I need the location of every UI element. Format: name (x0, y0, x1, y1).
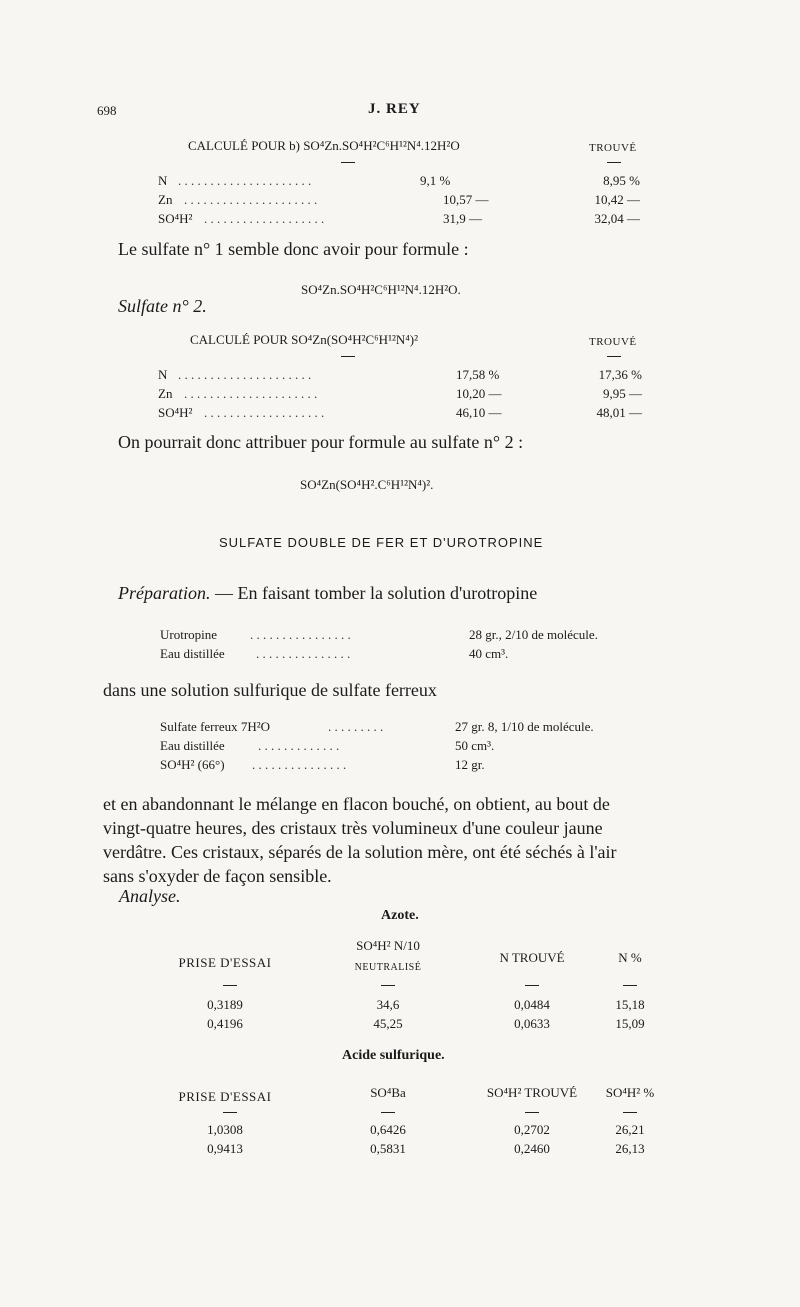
paragraph-line: vingt-quatre heures, des cristaux très volumineux d'une couleur jaune (103, 818, 603, 838)
item-label: Eau distillée (160, 646, 225, 661)
azote-header-sub: NEUTRALISÉ (354, 962, 422, 973)
item-value: 27 gr. 8, 1/10 de molécule. (455, 719, 594, 734)
row-leaders: . . . . . . . . . . . . . . . . . . . (204, 211, 325, 226)
table-cell: 15,09 (615, 1016, 645, 1031)
item-label: Eau distillée (160, 738, 225, 753)
item-value: 40 cm³. (469, 646, 509, 661)
row-found: 48,01 — (596, 405, 642, 420)
sulfate-2-title: Sulfate n° 2. (118, 296, 207, 316)
table-cell: 0,4196 (207, 1016, 243, 1031)
analyse-label: Analyse. (119, 886, 181, 906)
block1-dash-found (607, 162, 621, 163)
acide-header-pct: SO⁴H² % (605, 1085, 655, 1100)
row-calc: 10,57 — (443, 192, 489, 207)
azote-header-so4h2: SO⁴H² N/10 (356, 938, 420, 953)
table-cell: 15,18 (615, 997, 645, 1012)
row-label: N (158, 173, 168, 188)
block2-dash-found (607, 356, 621, 357)
row-calc: 9,1 % (420, 173, 451, 188)
row-leaders: . . . . . . . . . . . . . . . . . . . . . (184, 192, 318, 207)
item-label: Sulfate ferreux 7H²O (160, 719, 271, 734)
item-leaders: . . . . . . . . . . . . . . . (256, 646, 351, 661)
paragraph-line: verdâtre. Ces cristaux, séparés de la solution mère, ont été séchés à l'air (103, 842, 617, 862)
block2-header-found: TROUVÉ (589, 336, 637, 348)
row-found: 17,36 % (598, 367, 642, 382)
row-leaders: . . . . . . . . . . . . . . . . . . . . . (178, 367, 312, 382)
item-value: 50 cm³. (455, 738, 495, 753)
table-cell: 26,13 (615, 1141, 645, 1156)
row-calc: 46,10 — (456, 405, 502, 420)
acide-dash (223, 1112, 237, 1113)
row-calc: 10,20 — (456, 386, 502, 401)
table-cell: 0,5831 (370, 1141, 406, 1156)
sentence-2: On pourrait donc attribuer pour formule au sulfate n° 2 : (118, 432, 524, 452)
acide-dash (623, 1112, 637, 1113)
formula-2: SO⁴Zn(SO⁴H².C⁶H¹²N⁴)². (300, 477, 434, 492)
azote-header-npct: N % (618, 950, 642, 965)
azote-dash (381, 985, 395, 986)
formula-1: SO⁴Zn.SO⁴H²C⁶H¹²N⁴.12H²O. (301, 282, 461, 297)
row-leaders: . . . . . . . . . . . . . . . . . . . . . (178, 173, 312, 188)
azote-header-ntrouve: N TROUVÉ (499, 950, 565, 965)
block1-dash-calc (341, 162, 355, 163)
paragraph-line: sans s'oxyder de façon sensible. (103, 866, 332, 886)
page-number: 698 (97, 103, 117, 118)
block2-dash-calc (341, 356, 355, 357)
running-head: J. REY (368, 101, 421, 117)
item-leaders: . . . . . . . . . . . . . . . (252, 757, 347, 772)
paragraph-line: et en abandonnant le mélange en flacon bouché, on obtient, au bout de (103, 794, 610, 814)
azote-dash (623, 985, 637, 986)
azote-dash (223, 985, 237, 986)
table-cell: 0,0484 (514, 997, 550, 1012)
acide-title: Acide sulfurique. (342, 1048, 445, 1063)
item-label: Urotropine (160, 627, 218, 642)
azote-header-prise: PRISE D'ESSAI (178, 955, 272, 970)
row-leaders: . . . . . . . . . . . . . . . . . . . (204, 405, 325, 420)
row-calc: 31,9 — (443, 211, 482, 226)
table-cell: 45,25 (373, 1016, 403, 1031)
acide-header-prise: PRISE D'ESSAI (178, 1089, 272, 1104)
table-cell: 0,6426 (370, 1122, 406, 1137)
block1-header-found: TROUVÉ (589, 142, 637, 154)
row-found: 32,04 — (594, 211, 640, 226)
item-leaders: . . . . . . . . . . . . . . . . (250, 627, 351, 642)
table-cell: 0,0633 (514, 1016, 550, 1031)
row-label: SO⁴H² (158, 211, 193, 226)
acide-header-so4ba: SO⁴Ba (370, 1085, 406, 1100)
item-value: 28 gr., 2/10 de molécule. (469, 627, 598, 642)
row-leaders: . . . . . . . . . . . . . . . . . . . . . (184, 386, 318, 401)
block1-header-calc: CALCULÉ POUR b) SO⁴Zn.SO⁴H²C⁶H¹²N⁴.12H²O (188, 138, 460, 153)
preparation-line (118, 583, 537, 604)
acide-dash (525, 1112, 539, 1113)
table-cell: 1,0308 (207, 1122, 243, 1137)
row-found: 10,42 — (594, 192, 640, 207)
section-title: SULFATE DOUBLE DE FER ET D'UROTROPINE (219, 535, 544, 550)
block2-header-calc: CALCULÉ POUR SO⁴Zn(SO⁴H²C⁶H¹²N⁴)² (190, 332, 419, 347)
row-calc: 17,58 % (456, 367, 500, 382)
table-cell: 0,2702 (514, 1122, 550, 1137)
azote-title: Azote. (381, 908, 419, 923)
sentence-3: dans une solution sulfurique de sulfate ferreux (103, 680, 437, 700)
row-found: 8,95 % (603, 173, 640, 188)
row-label: Zn (158, 386, 173, 401)
item-label: SO⁴H² (66°) (160, 757, 225, 772)
preparation-label: Préparation. (118, 583, 211, 603)
row-label: SO⁴H² (158, 405, 193, 420)
preparation-text: — En faisant tomber la solution d'urotropine (215, 583, 538, 603)
acide-dash (381, 1112, 395, 1113)
table-cell: 34,6 (376, 997, 400, 1012)
table-cell: 26,21 (615, 1122, 645, 1137)
azote-dash (525, 985, 539, 986)
sentence-1: Le sulfate n° 1 semble donc avoir pour formule : (118, 239, 469, 259)
row-label: N (158, 367, 168, 382)
acide-header-trouve: SO⁴H² TROUVÉ (486, 1085, 578, 1100)
row-label: Zn (158, 192, 173, 207)
table-cell: 0,3189 (207, 997, 243, 1012)
item-value: 12 gr. (455, 757, 485, 772)
item-leaders: . . . . . . . . . (328, 719, 384, 734)
item-leaders: . . . . . . . . . . . . . (258, 738, 340, 753)
table-cell: 0,9413 (207, 1141, 243, 1156)
table-cell: 0,2460 (514, 1141, 550, 1156)
row-found: 9,95 — (603, 386, 642, 401)
